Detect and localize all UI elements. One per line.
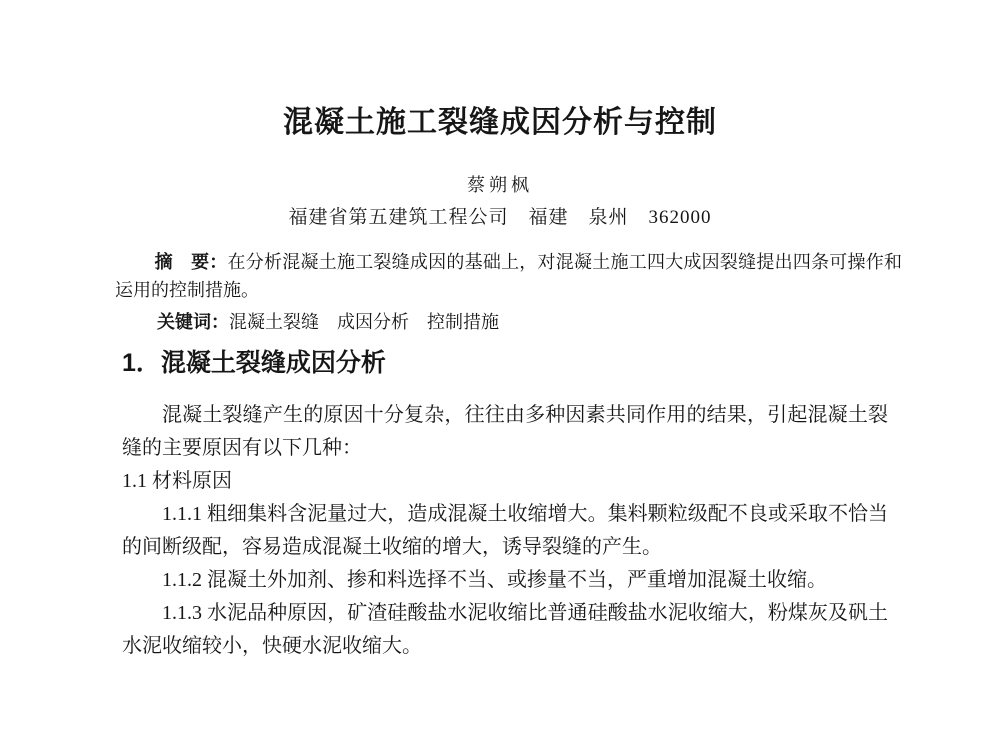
author-affiliation: 福建省第五建筑工程公司 福建 泉州 362000	[288, 207, 712, 228]
keywords-text: 混凝土裂缝 成因分析 控制措施	[229, 312, 499, 332]
paper-title: 混凝土施工裂缝成因分析与控制	[283, 106, 717, 139]
document-page	[0, 104, 1000, 754]
abstract-paragraph	[115, 248, 902, 304]
section-1-heading: 1．混凝土裂缝成因分析	[122, 349, 386, 377]
keywords-label: 关键词：	[157, 312, 229, 332]
author-name: 蔡朔枫	[467, 175, 533, 195]
paragraph-causes-intro: 混凝土裂缝产生的原因十分复杂，往往由多种因素共同作用的结果，引起混凝土裂缝的主要原因有以下几种：	[122, 404, 888, 459]
paragraph-1-1-1: 1.1.1 粗细集料含泥量过大，造成混凝土收缩增大。集料颗粒级配不良或采取不恰当的间断级配，容易造成混凝土收缩的增大，诱导裂缝的产生。	[122, 503, 888, 558]
abstract-text: 在分析混凝土施工裂缝成因的基础上，对混凝土施工四大成因裂缝提出四条可操作和运用的控制措施。	[115, 252, 903, 300]
subsection-1-1-heading: 1.1 材料原因	[122, 470, 232, 492]
paragraph-1-1-2: 1.1.2 混凝土外加剂、掺和料选择不当、或掺量不当，严重增加混凝土收缩。	[162, 569, 827, 591]
abstract-label: 摘 要：	[154, 252, 228, 272]
keywords-line	[115, 309, 902, 335]
paragraph-1-1-3: 1.1.3 水泥品种原因，矿渣硅酸盐水泥收缩比普通硅酸盐水泥收缩大，粉煤灰及矾土水泥收缩较小，快硬水泥收缩大。	[122, 602, 888, 657]
